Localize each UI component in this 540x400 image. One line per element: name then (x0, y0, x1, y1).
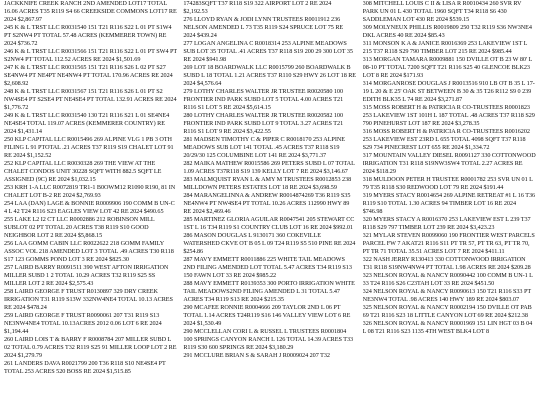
tax-listing-entry: 308 MITCHELL LOUIS C II & LISA R R0010434 260 SVR RV PARK UN 01 L 430 TOTAL 1960 SQFT T34 R118 S6 430 SADDLEMAN LOT 430 RE 2024 $539.15 (362, 0, 522, 23)
tax-listing-entry: 291 MCCLURE BRIAN S & SARAH J R0009024 207 T32 (183, 352, 330, 359)
tax-listing-entry: 281 MADSEN TIMOTHY C & PIPER C R0018170 253 ALPINE MEADOWS SUB LOT 141 TOTAL .45 ACRES T37 R118 S19 20/29/30 125 COLUMBINE LOT 141 RE 2024 $3,771.37 (183, 136, 345, 159)
tax-listing-entry: 174283SQFT T37 R118 S19 322 AIRPORT LOT 2 RE 2024 $2,192.53 (183, 0, 332, 15)
tax-listing-entry: 287 MAVY EMMETT R0011886 225 WHITE TAIL MEADOWS 2ND FILING AMENDED LOT TOTAL 5.47 ACRES T34 R119 S13 150 FAWN LOT 33 RE 2024 $985.22 (183, 256, 352, 279)
tax-listing-entry: 324 NELSON ROYAL & NANCY R0090613 150 T21 R116 S33 PT NE3NW4 TOTAL .98 ACRES 140 HWY 189 RE 2024 $803.07 (362, 288, 531, 303)
tax-listing-entry: 316 MOSS ROBERT H & PATRICIA R CO-TRUSTEES R0016202 253 LAKEVIEW EST 23RD L 655 TOTAL 4098 SQFT T37 R118 S29 734 PINECREST LOT 655 RE 2024 $1,334.72 (362, 128, 530, 151)
tax-listing-entry: 323 NELSON ROYAL & NANCY R0090442 100 COMM B UN-1 L 33 T24 R116 S26 C23TAH LOT 33 RE 2024 $451.50 (362, 272, 533, 287)
tax-listing-entry: 317 MOUNTAIN VALLEY DIESEL R0091127 330 COTTONWOOD IRRIGATION T31 R118 S19NW3SW4 TOTAL 2.27 ACRES RE 2024 $118.29 (362, 152, 536, 175)
tax-listing-entry: 258 LAIRD GEORGE F TRUST R0130897 329 DRY CREEK IRRIGATION T31 R119 S13W 332NW4NE4 TOTAL 10.13 ACRES RE 2024 $478.24 (4, 288, 173, 311)
tax-listing-entry: 250 KLP CAPITAL LLC R0015496 269 ALPINE VLG 1 PB 3 OTH FILING L 91 PTOTAL .21 ACRES T37 R119 S19 CHALET LOT 91 RE 2024 $1,152.52 (4, 136, 174, 159)
tax-listing-entry: 320 MYERS STACY A R0016370 253 LAKEVIEW EST L 239 T37 R118 S29 797 TIMBER LOT 239 RE 2024 $3,423.23 (362, 216, 531, 231)
tax-listing-entry: 319 MYERS STACY R0014654 269 ALPINE RETREAT #1 L 16 T36 R119 S10 TOTAL 1.30 ACRES 94 TIMBER LOT 16 RE 2024 $746.98 (362, 192, 536, 215)
tax-listing-entry: 313 MORGAN TAMARA R0009881 150 DVILLE OT B 23 W 80' L 08-10 PT TOTAL 7200 SQFT T21 R116 S25 40 GLENCOE BLK23 LOT 8 RE 2024 $171.93 (362, 56, 532, 79)
tax-listing-entry: 326 NELSON ROYAL & NANCY R0001969 151 LIN HGT 03 B 04 L 08 T21 R116 S23 1135 4TH WEST BLK4 LOT 8 (362, 320, 533, 335)
tax-listing-entry: 325 NELSON ROYAL & NANCY R0002194 150 DVILLE OT PAB 69 T21 R116 S23 18 LITTLE CANYON LOT 69 RE 2024 $212.38 (362, 304, 532, 319)
tax-listing-entry: 259 LAIRD GEORGE F TRUST R0090061 207 T31 R119 S13 NE3NW4NE4 TOTAL 10.13ACRES 2012 0.06 LOT 6 RE 2024 $1,194.44 (4, 312, 162, 335)
tax-listing-entry: 290 MCCLELLAN CORI L & RUSSEL L TRUSTEES R0001804 100 SPRINGS CANYON RANCH L 126 TOTAL 14.39 ACRES T33 R119 S30 600 SPRINGS RE 2024 $3,180.29 (183, 328, 354, 351)
tax-listing-entry: 249 K & L TRST LLC R0031540 130 T21 R116 S21 L 01 SE4NE4 NE4SE4 TOTAL 119.07 ACRES (KEMMERER COUNTRY) RE 2024 $1,431.14 (4, 112, 170, 135)
tax-listing-entry: 290 MCAFEE RONNIE R0004666 209 TAYLOR 2ND L 06 PT TOTAL 1.14 ACRES T24R119 S16 146 VALLEY VIEW LOT 6 RE 2024 $1,530.49 (183, 304, 351, 327)
tax-listing-entry: 309 MOLYNEUX PHILLIS R0019809 250 T32 R119 S36 NW3NE4 DKL ACRES 40 RE 2024 $85.43 (362, 24, 532, 39)
tax-listing-entry: 247 K & L TRST LLC R0031565 151 T21 R116 S26 L 02 PT S27 SE4NW4 PT NE4PT NE4NW4 PT TOTAL 170.96 ACRES RE 2024 $2,608.92 (4, 64, 173, 87)
tax-listing-entry: 315 MOSS ROBERT H & PATRICIA R CO-TRUSTEES R0001823 253 LAKEVIEW 1ST 101H L 187 TOTAL .48 ACRES T37 R118 S29 790 PINEHURST LOT 187 RE 2024 $3,278.35 (362, 104, 535, 127)
tax-listing-entry: 261 LANDERS DAVA R0021799 200 T36 R118 S10 NE4SE4 PT TOTAL 253 ACRES 520 BOSS RE 2024 $1,515.85 (4, 360, 166, 375)
tax-listing-entry: 269 LOT 18 BOARDWALK LLC R0015799 260 BOARDWALK B SUBD L 18 TOTAL 1.21 ACRES T37 R110 S29 HWY 26 LOT 18 RE 2024 $4,576.64 (183, 64, 357, 87)
tax-listing-entry: 245 K & L TRST LLC R0031540 151 T21 R116 S22 L 01 PT S1W4 PT S2NW4 PT TOTAL 57.48 ACRES (KEMMERER TOWN) RE 2024 $736.72 (4, 24, 172, 47)
tax-listing-entry: 286 MASON DOUGLAS L 9130171 360 COKEVILLE WATERSHED CKVE OT B 05 L 09 T24 R119 S5 510 PINE RE 2024 $254.86 (183, 232, 356, 255)
tax-listing-entry: 314 MORGANROSE DOUGLAS J R0013516 910 LB OT B 35 L 17-19 L 20 & E 25' OAK ST BETWEEN B 30 & 35 T26 R112 S9 0 239 EDITH BLK35 L 74 RE 2024 $3,271.87 (362, 80, 535, 103)
tax-listing-entry: 321 MYLAR STEVEN R0099060 190 FRONTIER WEST PARCELS PARCEL FW 7 AKAT21 R116 S11 PT TR 57, PT TR 63, PT TR 70, PT TR 71 TOTAL 35.51 ACRES LOT 7 RE 2024 $411.11 (362, 232, 535, 255)
tax-listing-entry: 280 LOTHY CHARLES WALTER JR TRUSTEE R0020582 100 FRONTIER IND PARK SUBD LOT 9 TOTAL 3.27 ACRES T21 R116 S1 LOT 9 RE 2024 $3,422.55 (183, 112, 344, 135)
tax-listing-entry: 248 K & L TRST LLC R0031567 151 T21 R116 S26 L 01 PT S2 NW4SE4 PT S2SE4 PT NE4SE4 PT TOTAL 132.91 ACRES RE 2024 $1,776.72 (4, 88, 177, 111)
tax-listing-entry: 279 LOTHY CHARLES WALTER JR TRUSTEE R0020580 100 FRONTIER IND PARK SUBD LOT 5 TOTAL 4.00 ACRES T21 R116 S1 LOT 5 RE 2024 $5,614.15 (183, 88, 344, 111)
tax-listing-entry: 276 LLOYD RYAN & JODI LYNN TRUSTEES R0011912 236 NELSON AMENDED L 73 T35 R119 S24 SPRUCE LOT 75 RE 2024 $439.24 (183, 16, 344, 39)
tax-listing-entry: 322 NASH JERRY R130413 330 COTTONWOOD IRRIGATION T31 R118 S19NW4NW4 PT TOTAL 1.98 ACRES RE 2024 $209.28 (362, 256, 531, 271)
tax-listing-entry: 257 LAIRD BARRY R0091511 390 WEST AFTON IRRIGATION MILLER SUBD 1 2 TOTAL 10.29 ACRES T32 R119 S25 SS MILLER LOT 2 RE 2024 $2,575.43 (4, 264, 169, 287)
tax-listing-entry: 246 K & L TRST LLC R0031566 151 T21 R116 S22 L 01 PT SW4 PT S2NW4 PT TOTAL 112.52 ACRES RE 2024 $1,501.69 (4, 48, 178, 63)
tax-listing-entry: 318 MULDOON PETER H TRUSTEE R0001782 253 SVR UN 01 L 79 T35 R118 S30 REDWOOD LOT 79 RE 2024 $191.44 (362, 176, 533, 191)
tax-listing-entry: 288 MAVY EMMETT R0139353 300 PORTO IRRIGATION WHITE TAIL MEADOWS2ND FILING AMENDED L 31 TOTAL 5.47 ACRES T34 R119 S13 RE 2024 $215.35 (183, 280, 355, 303)
tax-listing-entry: 253 KRH 1-A LLC R0072819 TR1-1 B0OWM12 R1090 R190, 81 IN CHALET LOT B-2 RE 2024 $2,769.93 (4, 184, 176, 199)
tax-listing-entry: 252 KLP CAPITAL LLC R0030328 269 THE VIEW AT THE CHALET CONDOS UNIT 30228 SQFT WITH 882.5 SQFT LE ASSIGNED (9C) RE 2024 $1,032.15 (4, 160, 162, 183)
text-column-right (363, 0, 536, 400)
tax-listing-entry: 285 MARTINEZ GLORIA AGUILAR R0047541 205 STEWART CC 1ST L 16 T34 R119 S1 COUNTRY CLUB LOT 16 RE 2024 $992.01 (183, 216, 355, 231)
tax-listing-entry: 255 LAKE L2 I2 CT LLC R0002886 212 ROBINSON MILL SUBLOT 02 PT TOTAL 20 ACRES T38 R119 S10 GOOD NEIGHBOR LOT 2 RE 2024 $5,868.15 (4, 216, 155, 239)
tax-listing-entry: 311 MONSON K A & JANICE R0016369 253 LAKEVIEW 1ST L 215 T37 R118 S29 790 TIMBER LOT 215 RE 2024 $985.44 (362, 40, 528, 55)
tax-listing-entry: 277 LOGAN ANGELINA C R0018314 253 ALPINE MEADOWS SUB LOT 35 TOTAL .41 ACRES T37 R118 S19 200 29 300 LOT 35 RE 2024 $941.98 (183, 40, 353, 63)
tax-listing-entry: 256 LAA GOMM CABIN LLC R0022622 218 GOMM FAMILY ASSOC VOL 218 AMENDED LOT 3 TOTAL .49 ACRES T30 R118 S17 123 GOMMS POND LOT 3 RE 2024 $825.30 (4, 240, 174, 263)
tax-listing-entry: 282 MAIKA MATHEW R0015586 269 PETERS SUBD L 07 TOTAL 1.09 ACRES T37R118 S19 139 KELLY LOT 7 RE 2024 $3,146.67 (183, 160, 355, 175)
text-column-middle (183, 0, 356, 400)
tax-listing-entry: JACKKNIFE CREEK RANCH 2ND AMENDED LOT17 TOTAL 16.06 ACRES T35 R119 S4 66 CREEKSIDE COMMONS LOT17 RE 2024 $2,867.97 (4, 0, 177, 23)
tax-listing-entry: 254 LAA (DAN) LAGE & BONNIE R0009906 190 COMM B UN-C 4 L 42 T24 R116 S23 EAGLES VIEW LOT 42 RE 2024 $490.65 (4, 200, 175, 215)
text-column-left (4, 0, 177, 400)
tax-listing-entry: 260 LAIRD LOIS T & BARRY F R0008784 207 MILLER SUBD L 02 TOTAL 0.79 ACRES T32 R119 S25 91 MILLER LOOP LOT 2 RE 2024 $1,279.79 (4, 336, 177, 359)
tax-listing-entry: 283 MALMQUIST RYAN L & AMY M TRUSTEES R0012853 238 MILLDOWN PETERS ESTATES LOT 18 RE 2024 $3,698.59 (183, 176, 352, 191)
tax-listing-entry: 284 MARANGELINNA & ANDREW R0014874269 T36 R119 S35 NE4NW4 PT NW4SE4 PT TOTAL 10.26 ACRES 112990 HWY 89 RE 2024 $2,469.46 (183, 192, 351, 215)
